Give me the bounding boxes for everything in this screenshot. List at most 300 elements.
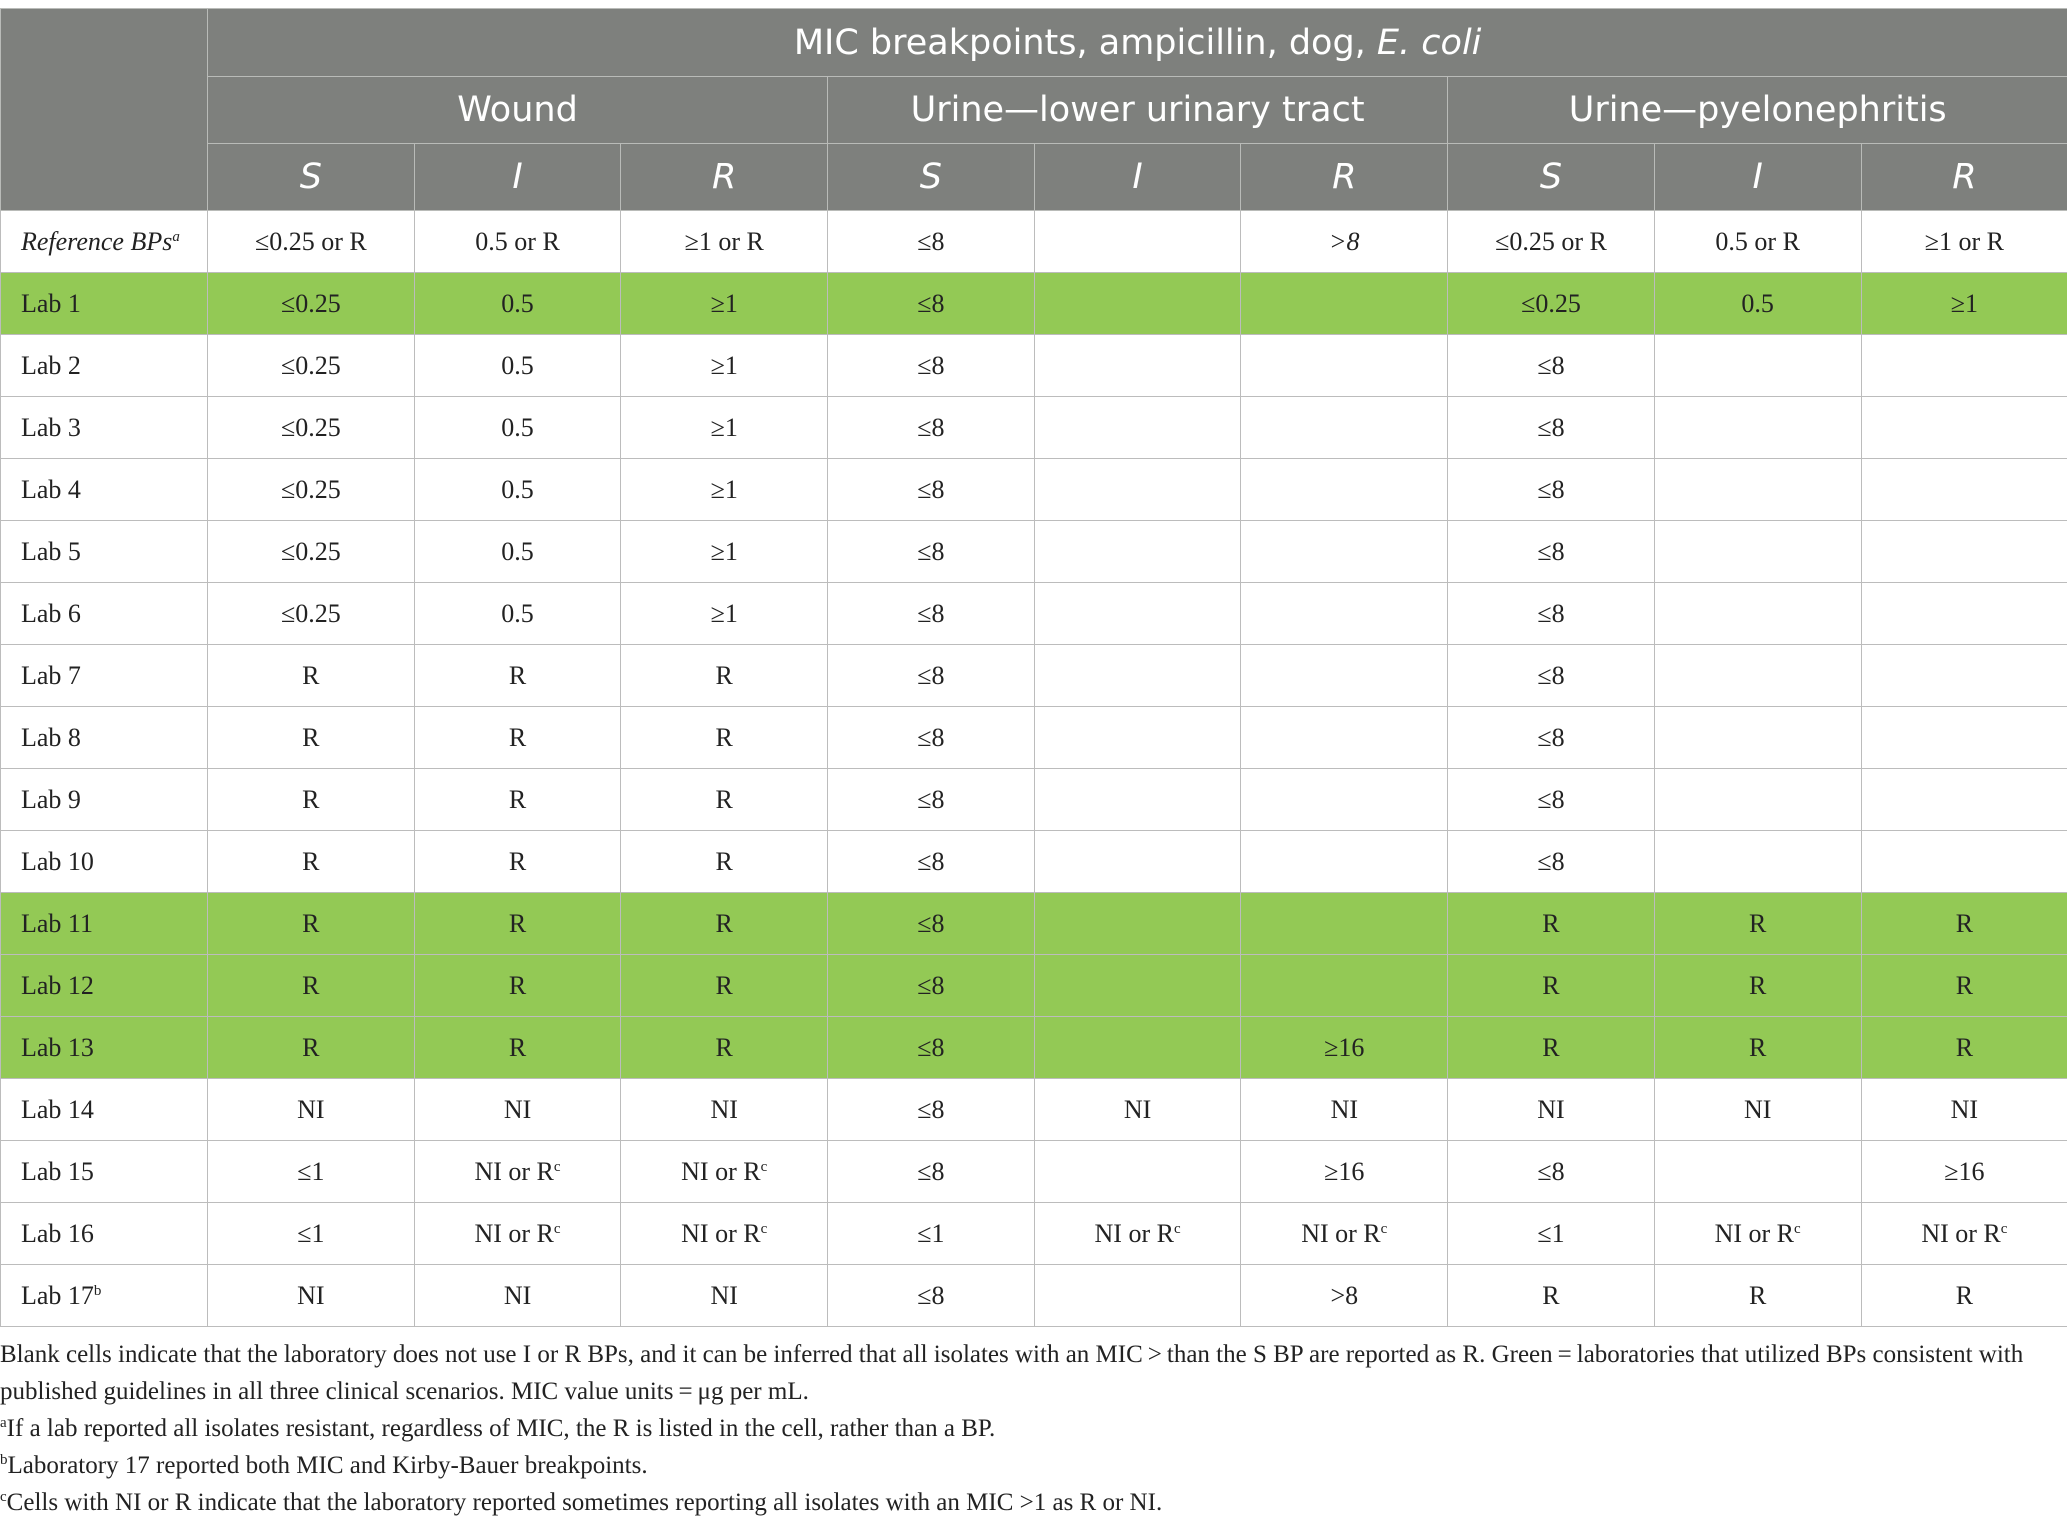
row-label-text: Lab 10 bbox=[21, 846, 94, 876]
cell-value: ≥16 bbox=[1944, 1156, 1985, 1186]
cell-value: R bbox=[1748, 908, 1767, 938]
table-cell bbox=[1034, 1265, 1241, 1327]
table-cell bbox=[621, 831, 828, 893]
table-cell bbox=[1861, 955, 2067, 1017]
table-row bbox=[1, 707, 2067, 769]
table-cell bbox=[1448, 1017, 1655, 1079]
cell-value: R bbox=[1955, 1280, 1974, 1310]
row-label bbox=[1, 1079, 208, 1141]
cell-value: R bbox=[302, 846, 320, 876]
table-cell bbox=[414, 893, 621, 955]
footnote-mark: c bbox=[1380, 1220, 1388, 1237]
footnote-main: Blank cells indicate that the laboratory does not use I or R BPs, and it can be inferred that all isolates with an MIC > than the S BP are reported as R. Green = laboratories that utilized BPs consistent with published guidelines in all three clinical scenarios. MIC value units = μg per mL. bbox=[0, 1341, 2024, 1405]
footnote-b-mark: b bbox=[0, 1452, 8, 1468]
cell-value: NI or R bbox=[1094, 1218, 1174, 1248]
cell-value: ≥1 bbox=[710, 412, 738, 442]
cell-value: ≥1 bbox=[710, 536, 738, 566]
sub-header-r: R bbox=[1241, 144, 1448, 211]
table-cell bbox=[1448, 645, 1655, 707]
cell-value: NI or R bbox=[474, 1156, 554, 1186]
table-cell bbox=[828, 769, 1035, 831]
group-header-lower-urinary: Urine—lower urinary tract bbox=[828, 77, 1448, 144]
table-row bbox=[1, 1203, 2067, 1265]
table-cell bbox=[1448, 583, 1655, 645]
cell-value: NI or R bbox=[681, 1156, 761, 1186]
row-label-text: Lab 3 bbox=[21, 412, 81, 442]
sub-header-s: S bbox=[828, 144, 1035, 211]
table-cell bbox=[1654, 335, 1861, 397]
table-cell bbox=[1654, 769, 1861, 831]
table-cell bbox=[414, 459, 621, 521]
corner-header-cell bbox=[1, 9, 208, 211]
table-cell bbox=[1654, 1265, 1861, 1327]
cell-value: NI bbox=[1743, 1094, 1772, 1124]
row-label bbox=[1, 273, 208, 335]
footnote-mark: c bbox=[553, 1220, 561, 1237]
table-cell bbox=[621, 521, 828, 583]
table-cell bbox=[1241, 397, 1448, 459]
footnote-c bbox=[0, 1484, 2060, 1521]
cell-value: 0.5 bbox=[501, 598, 534, 628]
table-cell bbox=[414, 335, 621, 397]
cell-value: 0.5 bbox=[501, 412, 534, 442]
cell-value: R bbox=[715, 722, 733, 752]
row-label bbox=[1, 211, 208, 273]
table-cell bbox=[1448, 521, 1655, 583]
table-cell bbox=[1034, 1203, 1241, 1265]
row-label-text: Lab 17 bbox=[21, 1280, 94, 1310]
cell-value: ≤8 bbox=[917, 474, 945, 504]
table-cell bbox=[828, 955, 1035, 1017]
table-cell bbox=[828, 1141, 1035, 1203]
table-cell bbox=[1654, 831, 1861, 893]
table-cell bbox=[621, 273, 828, 335]
table-cell bbox=[1448, 769, 1655, 831]
row-label bbox=[1, 521, 208, 583]
table-row bbox=[1, 397, 2067, 459]
cell-value: R bbox=[302, 784, 320, 814]
cell-value: ≤1 bbox=[297, 1156, 325, 1186]
table-cell bbox=[1241, 521, 1448, 583]
row-label bbox=[1, 1203, 208, 1265]
cell-value: ≤8 bbox=[1537, 598, 1565, 628]
table-cell bbox=[1034, 645, 1241, 707]
table-cell bbox=[828, 893, 1035, 955]
table-cell bbox=[1034, 769, 1241, 831]
table-cell bbox=[414, 1141, 621, 1203]
table-cell bbox=[208, 335, 415, 397]
cell-value: ≤0.25 bbox=[280, 598, 341, 628]
cell-value: R bbox=[715, 1032, 733, 1062]
table-cell bbox=[1034, 955, 1241, 1017]
table-cell bbox=[621, 1141, 828, 1203]
table-cell bbox=[208, 1017, 415, 1079]
table-cell bbox=[1654, 645, 1861, 707]
row-label-text: Lab 2 bbox=[21, 350, 81, 380]
cell-value: ≤8 bbox=[917, 350, 945, 380]
group-header-wound: Wound bbox=[208, 77, 828, 144]
table-cell bbox=[621, 955, 828, 1017]
table-cell: ≤8 bbox=[828, 211, 1035, 273]
cell-value: R bbox=[302, 722, 320, 752]
table-cell bbox=[208, 1079, 415, 1141]
sub-header-s: S bbox=[208, 144, 415, 211]
cell-value: R bbox=[1955, 1032, 1974, 1062]
table-cell bbox=[1034, 273, 1241, 335]
sub-header-r: R bbox=[1861, 144, 2067, 211]
footnote-a-text: If a lab reported all isolates resistant, regardless of MIC, the R is listed in the cell, rather than a BP. bbox=[6, 1415, 996, 1442]
table-cell bbox=[1861, 335, 2067, 397]
table-cell bbox=[208, 955, 415, 1017]
cell-value: 0.5 bbox=[1741, 288, 1774, 318]
table-cell bbox=[1861, 769, 2067, 831]
table-cell bbox=[1861, 1203, 2067, 1265]
table-cell bbox=[1034, 831, 1241, 893]
cell-value: ≤8 bbox=[1537, 846, 1565, 876]
cell-value: ≤8 bbox=[1537, 784, 1565, 814]
table-cell bbox=[828, 707, 1035, 769]
row-label-text: Lab 8 bbox=[21, 722, 81, 752]
row-label-text: Lab 6 bbox=[21, 598, 81, 628]
table-cell bbox=[828, 583, 1035, 645]
table-title bbox=[208, 9, 2067, 77]
cell-value: ≤8 bbox=[1537, 536, 1565, 566]
table-cell bbox=[1034, 521, 1241, 583]
footnote-a-mark: a bbox=[0, 1415, 7, 1431]
table-cell bbox=[1448, 273, 1655, 335]
row-label bbox=[1, 397, 208, 459]
row-label-text: Lab 13 bbox=[21, 1032, 94, 1062]
table-cell bbox=[828, 273, 1035, 335]
cell-value: R bbox=[508, 908, 527, 938]
cell-value: ≤8 bbox=[917, 1094, 945, 1124]
cell-value: ≤8 bbox=[917, 846, 945, 876]
table-cell bbox=[1034, 1079, 1241, 1141]
table-row bbox=[1, 955, 2067, 1017]
table-cell bbox=[414, 273, 621, 335]
cell-value: ≤1 bbox=[1537, 1218, 1565, 1248]
row-label bbox=[1, 1141, 208, 1203]
row-label bbox=[1, 1265, 208, 1327]
table-cell bbox=[1861, 273, 2067, 335]
table-cell bbox=[1034, 1141, 1241, 1203]
cell-value: ≤1 bbox=[297, 1218, 325, 1248]
row-label-text: Lab 15 bbox=[21, 1156, 94, 1186]
table-cell bbox=[414, 831, 621, 893]
table-cell bbox=[1861, 521, 2067, 583]
table-cell bbox=[828, 335, 1035, 397]
cell-value: 0.5 bbox=[501, 474, 534, 504]
cell-value: R bbox=[1542, 970, 1560, 1000]
table-cell bbox=[621, 397, 828, 459]
table-cell bbox=[1241, 645, 1448, 707]
row-label bbox=[1, 893, 208, 955]
table-cell bbox=[1654, 1017, 1861, 1079]
table-row bbox=[1, 335, 2067, 397]
cell-value: NI bbox=[503, 1280, 532, 1310]
cell-value: ≥1 bbox=[1950, 288, 1979, 318]
table-cell bbox=[1448, 1265, 1655, 1327]
table-cell bbox=[1241, 707, 1448, 769]
cell-value: NI bbox=[710, 1094, 738, 1124]
table-cell bbox=[1241, 955, 1448, 1017]
cell-value: ≤0.25 bbox=[280, 350, 341, 380]
table-row bbox=[1, 1017, 2067, 1079]
table-cell bbox=[1861, 645, 2067, 707]
cell-value: NI or R bbox=[1301, 1218, 1381, 1248]
table-cell bbox=[1654, 459, 1861, 521]
table-cell bbox=[208, 831, 415, 893]
table-cell bbox=[1861, 1017, 2067, 1079]
table-title-organism: E. coli bbox=[1376, 22, 1482, 63]
table-row bbox=[1, 893, 2067, 955]
table-cell bbox=[1448, 1203, 1655, 1265]
table-cell bbox=[208, 583, 415, 645]
row-label bbox=[1, 459, 208, 521]
table-cell bbox=[414, 769, 621, 831]
table-cell bbox=[208, 1265, 415, 1327]
table-cell bbox=[621, 893, 828, 955]
row-label-text: Lab 16 bbox=[21, 1218, 94, 1248]
table-cell bbox=[1861, 397, 2067, 459]
row-label-text: Lab 4 bbox=[21, 474, 81, 504]
table-cell bbox=[1654, 1203, 1861, 1265]
row-label-text: Reference BPs bbox=[21, 226, 173, 256]
table-row bbox=[1, 1265, 2067, 1327]
cell-value: R bbox=[508, 722, 527, 752]
footnote-a bbox=[0, 1410, 2060, 1447]
table-cell: ≥1 or R bbox=[621, 211, 828, 273]
cell-value: ≤8 bbox=[917, 412, 945, 442]
table-cell bbox=[828, 521, 1035, 583]
table-cell bbox=[1241, 335, 1448, 397]
table-cell bbox=[1448, 397, 1655, 459]
cell-value: ≤8 bbox=[917, 722, 945, 752]
footnote-mark: c bbox=[760, 1220, 768, 1237]
table-cell bbox=[1861, 583, 2067, 645]
table-row bbox=[1, 1141, 2067, 1203]
table-cell bbox=[828, 1017, 1035, 1079]
row-label bbox=[1, 769, 208, 831]
table-cell bbox=[414, 1265, 621, 1327]
table-cell bbox=[1654, 955, 1861, 1017]
table-cell bbox=[1448, 1141, 1655, 1203]
cell-value: ≥1 bbox=[710, 474, 738, 504]
table-cell: ≥1 or R bbox=[1861, 211, 2067, 273]
cell-value: 0.5 bbox=[501, 288, 534, 318]
cell-value: R bbox=[302, 660, 320, 690]
table-cell bbox=[1861, 459, 2067, 521]
cell-value: ≤0.25 bbox=[280, 536, 341, 566]
table-cell bbox=[1034, 397, 1241, 459]
cell-value: R bbox=[715, 846, 733, 876]
table-row bbox=[1, 1079, 2067, 1141]
table-row bbox=[1, 273, 2067, 335]
row-label bbox=[1, 831, 208, 893]
cell-value: 0.5 bbox=[501, 536, 534, 566]
table-cell bbox=[208, 273, 415, 335]
table-cell bbox=[621, 335, 828, 397]
row-label bbox=[1, 707, 208, 769]
table-cell bbox=[208, 707, 415, 769]
cell-value: NI or R bbox=[681, 1218, 761, 1248]
table-cell bbox=[1448, 893, 1655, 955]
table-cell: >8 bbox=[1241, 211, 1448, 273]
cell-value: ≤0.25 bbox=[280, 412, 341, 442]
table-cell bbox=[621, 1265, 828, 1327]
table-cell bbox=[414, 645, 621, 707]
cell-value: NI bbox=[1537, 1094, 1565, 1124]
table-cell bbox=[1034, 335, 1241, 397]
table-footnotes bbox=[0, 1336, 2060, 1521]
table-cell bbox=[1654, 521, 1861, 583]
cell-value: R bbox=[1542, 908, 1560, 938]
table-cell bbox=[1654, 273, 1861, 335]
table-cell bbox=[621, 1017, 828, 1079]
row-label bbox=[1, 583, 208, 645]
table-cell bbox=[208, 645, 415, 707]
table-cell bbox=[1241, 1079, 1448, 1141]
row-label-text: Lab 9 bbox=[21, 784, 81, 814]
table-cell bbox=[621, 769, 828, 831]
row-label bbox=[1, 955, 208, 1017]
table-cell bbox=[828, 1079, 1035, 1141]
table-cell bbox=[1654, 707, 1861, 769]
table-cell bbox=[1241, 1203, 1448, 1265]
table-cell bbox=[1241, 1017, 1448, 1079]
table-cell bbox=[1448, 707, 1655, 769]
table-cell bbox=[414, 521, 621, 583]
cell-value: R bbox=[1748, 970, 1767, 1000]
table-cell: 0.5 or R bbox=[1654, 211, 1861, 273]
table-cell bbox=[1448, 1079, 1655, 1141]
cell-value: NI bbox=[297, 1094, 325, 1124]
table-cell bbox=[1861, 831, 2067, 893]
table-cell bbox=[414, 955, 621, 1017]
table-cell bbox=[1241, 1265, 1448, 1327]
table-cell: ≤0.25 or R bbox=[1448, 211, 1655, 273]
cell-value: ≥16 bbox=[1324, 1156, 1365, 1186]
table-cell bbox=[208, 1141, 415, 1203]
table-cell bbox=[1034, 583, 1241, 645]
table-cell bbox=[208, 769, 415, 831]
table-cell bbox=[828, 397, 1035, 459]
table-cell bbox=[621, 583, 828, 645]
row-label-text: Lab 11 bbox=[21, 908, 93, 938]
cell-value: ≤8 bbox=[1537, 660, 1565, 690]
cell-value: ≤8 bbox=[917, 784, 945, 814]
row-label-text: Lab 14 bbox=[21, 1094, 94, 1124]
table-cell bbox=[414, 397, 621, 459]
cell-value: NI or R bbox=[1714, 1218, 1795, 1248]
table-cell bbox=[1241, 459, 1448, 521]
cell-value: ≥16 bbox=[1324, 1032, 1365, 1062]
row-label-text: Lab 5 bbox=[21, 536, 81, 566]
table-body bbox=[1, 211, 2067, 1327]
table-cell bbox=[621, 459, 828, 521]
cell-value: R bbox=[715, 660, 733, 690]
footnote-mark: c bbox=[553, 1158, 561, 1175]
table-cell bbox=[1034, 1017, 1241, 1079]
cell-value: R bbox=[508, 660, 527, 690]
table-cell bbox=[1861, 707, 2067, 769]
cell-value: NI or R bbox=[474, 1218, 554, 1248]
cell-value: ≤8 bbox=[917, 908, 945, 938]
cell-value: ≤0.25 bbox=[1521, 288, 1581, 318]
table-row bbox=[1, 583, 2067, 645]
cell-value: R bbox=[508, 970, 527, 1000]
row-label bbox=[1, 335, 208, 397]
cell-value: ≤8 bbox=[917, 1032, 945, 1062]
cell-value: ≤8 bbox=[917, 288, 945, 318]
footnote-c-mark: c bbox=[0, 1489, 7, 1505]
table-cell bbox=[1241, 893, 1448, 955]
cell-value: R bbox=[1748, 1280, 1767, 1310]
cell-value: ≤0.25 bbox=[280, 474, 341, 504]
table-cell bbox=[621, 645, 828, 707]
cell-value: R bbox=[508, 1032, 527, 1062]
cell-value: R bbox=[1955, 908, 1974, 938]
row-label bbox=[1, 645, 208, 707]
footnote-mark: c bbox=[1794, 1220, 1801, 1237]
cell-value: ≤8 bbox=[1537, 1156, 1565, 1186]
table-cell: 0.5 or R bbox=[414, 211, 621, 273]
cell-value: NI bbox=[297, 1280, 325, 1310]
table-cell: ≤0.25 or R bbox=[208, 211, 415, 273]
cell-value: ≤8 bbox=[1537, 474, 1565, 504]
table-cell bbox=[1654, 583, 1861, 645]
table-cell bbox=[621, 1079, 828, 1141]
table-cell bbox=[1034, 893, 1241, 955]
cell-value: R bbox=[1955, 970, 1974, 1000]
cell-value: ≤8 bbox=[1537, 722, 1565, 752]
cell-value: ≤8 bbox=[917, 1156, 945, 1186]
cell-value: NI or R bbox=[1921, 1218, 2001, 1248]
table-row bbox=[1, 521, 2067, 583]
table-cell bbox=[414, 583, 621, 645]
cell-value: R bbox=[1542, 1280, 1560, 1310]
table-cell bbox=[1448, 955, 1655, 1017]
cell-value: R bbox=[715, 970, 733, 1000]
table-cell bbox=[1034, 459, 1241, 521]
table-cell bbox=[414, 1203, 621, 1265]
table-row bbox=[1, 459, 2067, 521]
cell-value: 0.5 bbox=[501, 350, 534, 380]
table-cell bbox=[208, 1203, 415, 1265]
table-row bbox=[1, 645, 2067, 707]
table-cell bbox=[1034, 211, 1241, 273]
table-header bbox=[1, 9, 2067, 211]
cell-value: ≤8 bbox=[917, 970, 945, 1000]
reference-row bbox=[1, 211, 2067, 273]
footnote-mark: c bbox=[2000, 1220, 2008, 1237]
cell-value: R bbox=[508, 784, 527, 814]
table-row bbox=[1, 831, 2067, 893]
footnote-mark: a bbox=[172, 228, 180, 245]
table-cell bbox=[1654, 1141, 1861, 1203]
table-cell bbox=[1241, 583, 1448, 645]
row-label-text: Lab 7 bbox=[21, 660, 81, 690]
table-cell bbox=[828, 645, 1035, 707]
cell-value: NI bbox=[1950, 1094, 1979, 1124]
footnote-mark: c bbox=[760, 1158, 768, 1175]
cell-value: NI bbox=[503, 1094, 532, 1124]
cell-value: ≤8 bbox=[1537, 350, 1565, 380]
table-cell bbox=[1448, 831, 1655, 893]
cell-value: R bbox=[302, 908, 320, 938]
footnote-b bbox=[0, 1447, 2060, 1484]
table-cell bbox=[1861, 1079, 2067, 1141]
